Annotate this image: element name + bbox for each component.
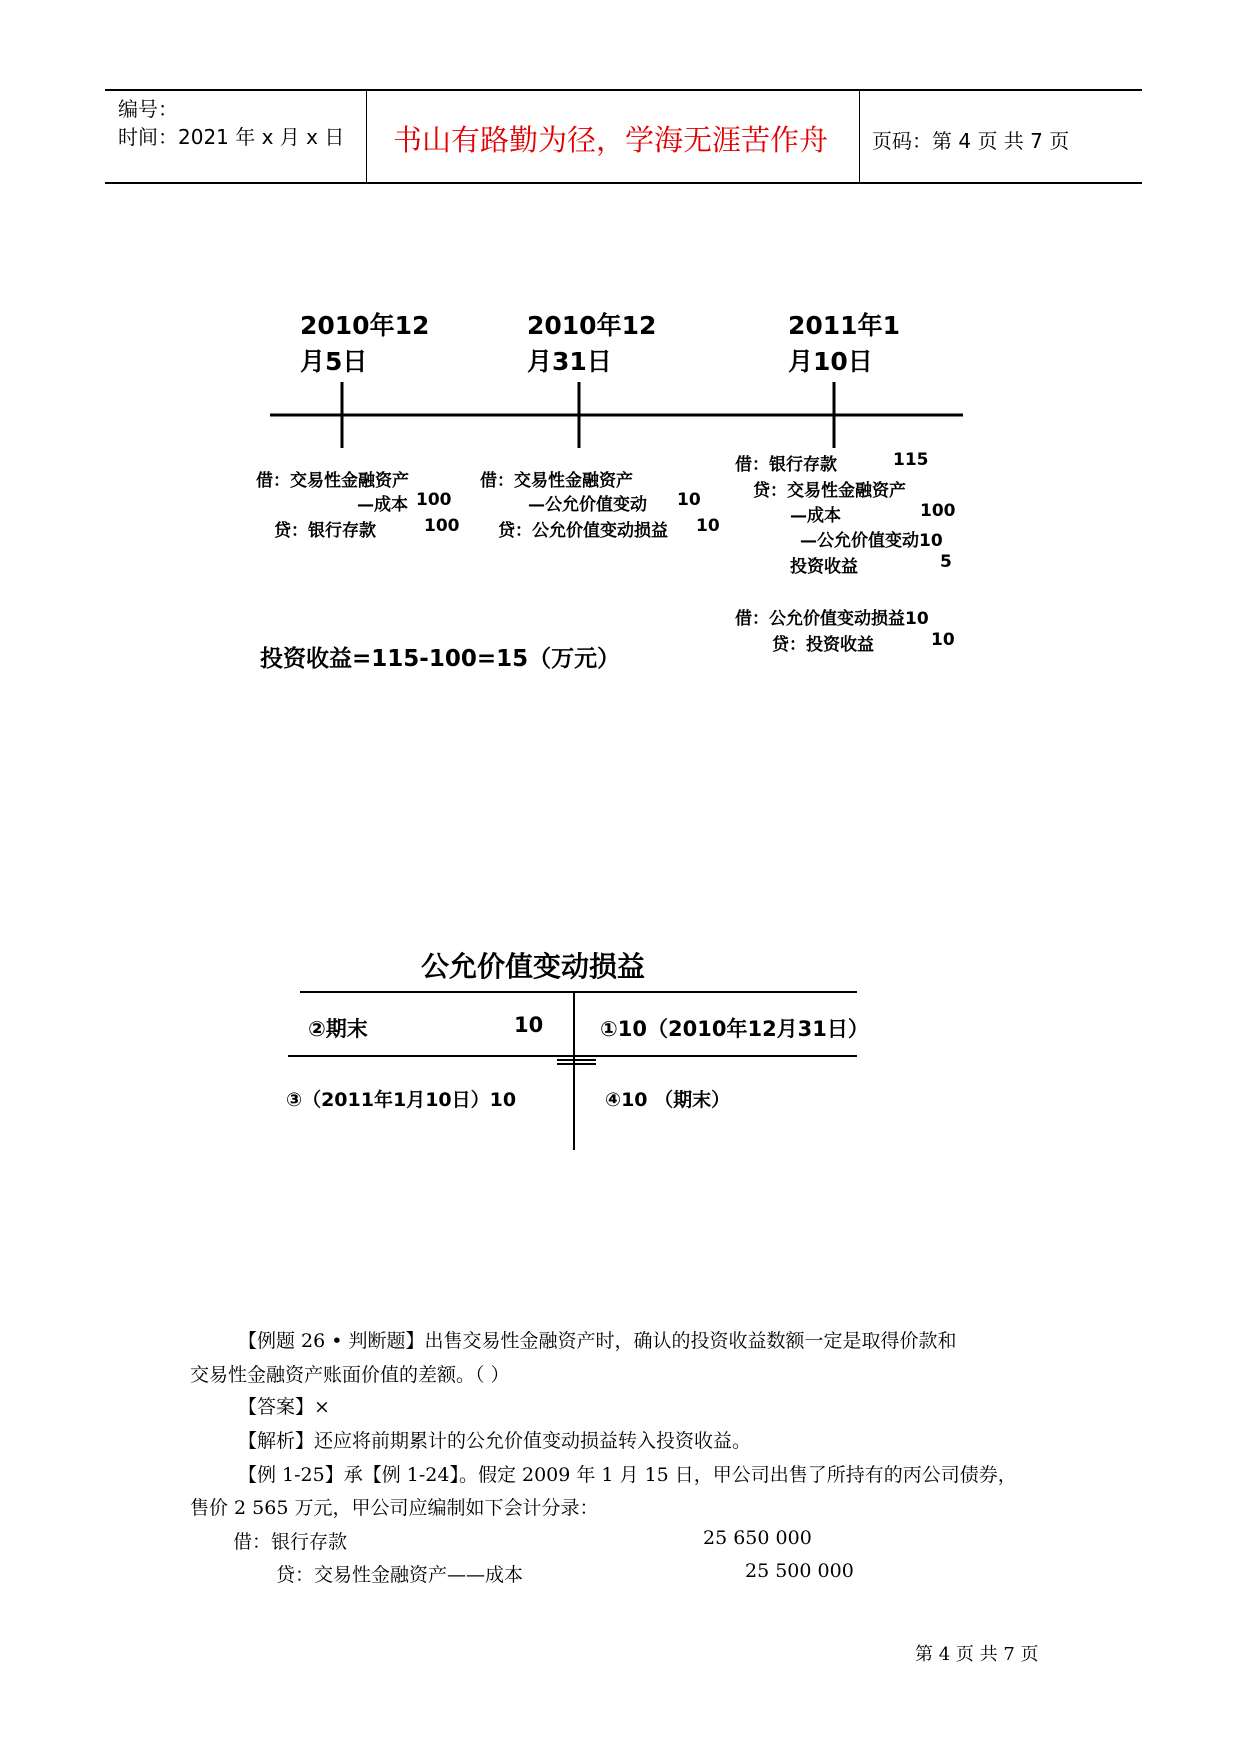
entry3-debit-amount: 115 xyxy=(893,450,929,470)
date-label-3-line1: 2011年1 xyxy=(788,311,900,340)
entry2-debit: 借：交易性金融资产 xyxy=(480,471,633,491)
date-label-1-line2: 月5日 xyxy=(300,347,368,376)
journal-credit-label: 贷：交易性金融资产——成本 xyxy=(276,1564,524,1586)
entry1-sub-amount: 100 xyxy=(416,490,452,510)
entry1-debit: 借：交易性金融资产 xyxy=(256,471,409,491)
entry2-sub: —公允价值变动 xyxy=(528,495,647,515)
entry1-credit-amount: 100 xyxy=(424,516,460,536)
example-26-line1: 【例题 26 • 判断题】出售交易性金融资产时，确认的投资收益数额一定是取得价款和 xyxy=(238,1330,957,1352)
journal-debit-label: 借：银行存款 xyxy=(233,1531,348,1553)
header-motto: 书山有路勤为径，学海无涯苦作舟 xyxy=(393,123,829,157)
footer-page-number: 第 4 页 共 7 页 xyxy=(915,1644,1039,1665)
example-26-line2: 交易性金融资产账面价值的差额。（ ） xyxy=(190,1364,510,1386)
entry3-sub2: —公允价值变动10 xyxy=(800,531,943,551)
entry2-sub-amount: 10 xyxy=(677,490,701,510)
date-label-1-line1: 2010年12 xyxy=(300,311,430,340)
example-1-25-line2: 售价 2 565 万元，甲公司应编制如下会计分录： xyxy=(190,1497,599,1519)
investment-gain-formula: 投资收益=115-100=15（万元） xyxy=(260,646,621,672)
entry2-credit: 贷：公允价值变动损益 xyxy=(498,521,668,541)
date-label-3 xyxy=(788,308,900,380)
journal-debit-amount: 25 650 000 xyxy=(703,1527,812,1549)
entry1-sub: —成本 xyxy=(357,495,408,515)
document-number-label: 编号： xyxy=(118,97,178,121)
header-page-label: 页码：第 4 页 共 7 页 xyxy=(872,129,1070,153)
t-account-title: 公允价值变动损益 xyxy=(421,950,646,983)
entry3-sub3-amount: 5 xyxy=(940,552,952,572)
t-account-left-bottom: ③（2011年1月10日）10 xyxy=(286,1089,517,1111)
date-label-3-line2: 月10日 xyxy=(788,347,873,376)
document-time-label: 时间：2021 年 x 月 x 日 xyxy=(118,125,345,149)
date-label-2-line1: 2010年12 xyxy=(527,311,657,340)
entry4-credit-amount: 10 xyxy=(931,630,955,650)
entry4-credit: 贷：投资收益 xyxy=(772,635,874,655)
entry3-sub3: 投资收益 xyxy=(790,557,858,577)
t-account-lines xyxy=(0,980,1241,1160)
entry4-debit: 借：公允价值变动损益10 xyxy=(735,609,929,629)
example-1-25-line1: 【例 1-25】承【例 1-24】。假定 2009 年 1 月 15 日，甲公司出售了所持有的丙公司债券， xyxy=(238,1464,1017,1486)
date-label-2-line2: 月31日 xyxy=(527,347,612,376)
t-account-left-top-amount: 10 xyxy=(514,1013,544,1037)
entry3-sub1-amount: 100 xyxy=(920,501,956,521)
t-account-right-top: ①10（2010年12月31日） xyxy=(600,1017,869,1041)
t-account-right-bottom: ④10 （期末） xyxy=(605,1089,731,1111)
journal-credit-amount: 25 500 000 xyxy=(745,1560,854,1582)
entry3-debit: 借：银行存款 xyxy=(735,455,837,475)
date-label-2 xyxy=(527,308,656,380)
entry1-credit: 贷：银行存款 xyxy=(274,521,376,541)
entry2-credit-amount: 10 xyxy=(696,516,720,536)
answer-line: 【答案】× xyxy=(238,1396,330,1418)
entry3-sub1: —成本 xyxy=(790,506,841,526)
entry3-credit: 贷：交易性金融资产 xyxy=(753,481,906,501)
analysis-line: 【解析】还应将前期累计的公允价值变动损益转入投资收益。 xyxy=(238,1430,752,1452)
t-account-left-top-label: ②期末 xyxy=(308,1017,368,1041)
date-label-1 xyxy=(300,308,429,380)
